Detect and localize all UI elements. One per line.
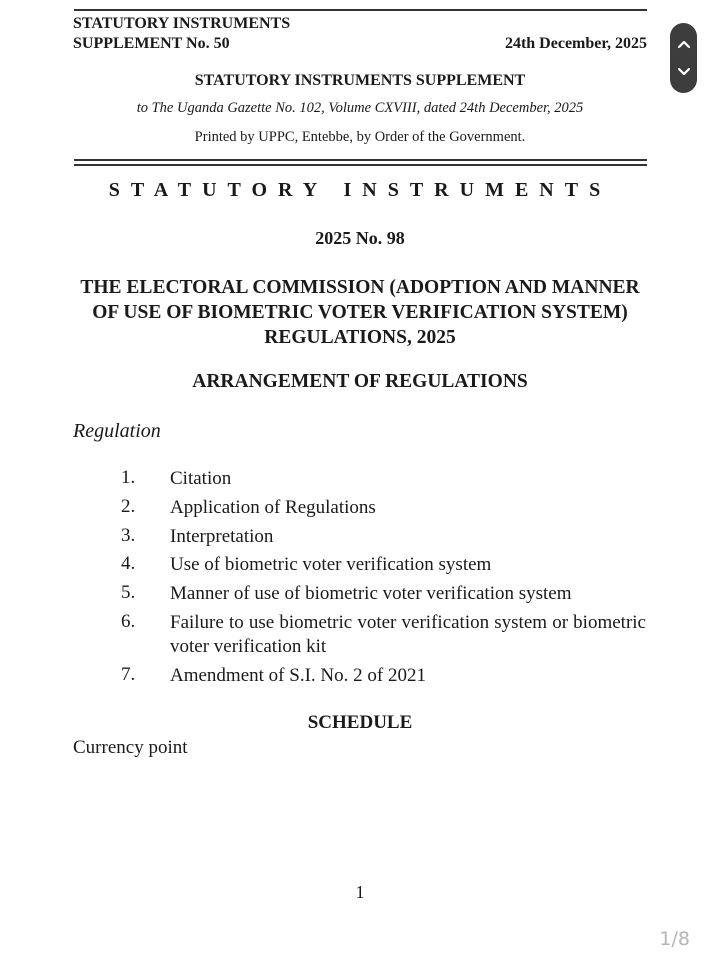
double-rule-top (74, 159, 647, 161)
scroll-up-button[interactable] (670, 29, 697, 59)
instrument-number: 2025 No. 98 (315, 228, 405, 248)
double-rule-bottom (74, 164, 647, 166)
regulation-number: 1. (121, 467, 136, 488)
regulation-number: 4. (121, 553, 136, 574)
chevron-up-icon (677, 39, 691, 49)
top-rule (74, 9, 647, 11)
regulation-title: Use of biometric voter verification system (170, 554, 492, 575)
header-series-line2: SUPPLEMENT No. 50 (73, 35, 230, 52)
schedule-item: Currency point (73, 737, 188, 758)
regulation-title: Citation (170, 468, 232, 489)
printer-line: Printed by UPPC, Entebbe, by Order of the Government. (194, 129, 526, 145)
page-number: 1 (355, 882, 365, 902)
page-scroll-control (670, 23, 697, 93)
instrument-category: STATUTORY INSTRUMENTS (108, 179, 612, 201)
page-indicator: 1/8 (659, 928, 690, 950)
schedule-heading: SCHEDULE (307, 712, 413, 733)
regulation-number: 2. (121, 496, 136, 517)
regulation-title: Manner of use of biometric voter verification system (170, 583, 572, 604)
arrangement-heading: ARRANGEMENT OF REGULATIONS (192, 371, 528, 392)
regulation-number: 6. (121, 611, 136, 632)
scroll-down-button[interactable] (670, 57, 697, 87)
regulation-number: 3. (121, 525, 136, 546)
instrument-title: THE ELECTORAL COMMISSION (ADOPTION AND MANNER OF USE OF BIOMETRIC VOTER VERIFICATION SYSTEM) REGULATIONS, 2025 (80, 277, 640, 348)
regulation-title: Interpretation (170, 526, 274, 547)
masthead-title: STATUTORY INSTRUMENTS SUPPLEMENT (194, 72, 526, 89)
header-series (73, 14, 290, 54)
gazette-line: to The Uganda Gazette No. 102, Volume CXVIII, dated 24th December, 2025 (136, 100, 584, 116)
regulation-number: 5. (121, 582, 136, 603)
regulation-title: Amendment of S.I. No. 2 of 2021 (170, 665, 426, 686)
header-series-line1: STATUTORY INSTRUMENTS (73, 15, 291, 32)
regulation-title: Application of Regulations (170, 497, 376, 518)
regulation-number: 7. (121, 664, 136, 685)
regulation-column-label: Regulation (73, 420, 161, 442)
header-date: 24th December, 2025 (504, 35, 647, 52)
regulation-title: Failure to use biometric voter verification system or biometric voter verification kit (170, 612, 646, 657)
chevron-down-icon (677, 67, 691, 77)
